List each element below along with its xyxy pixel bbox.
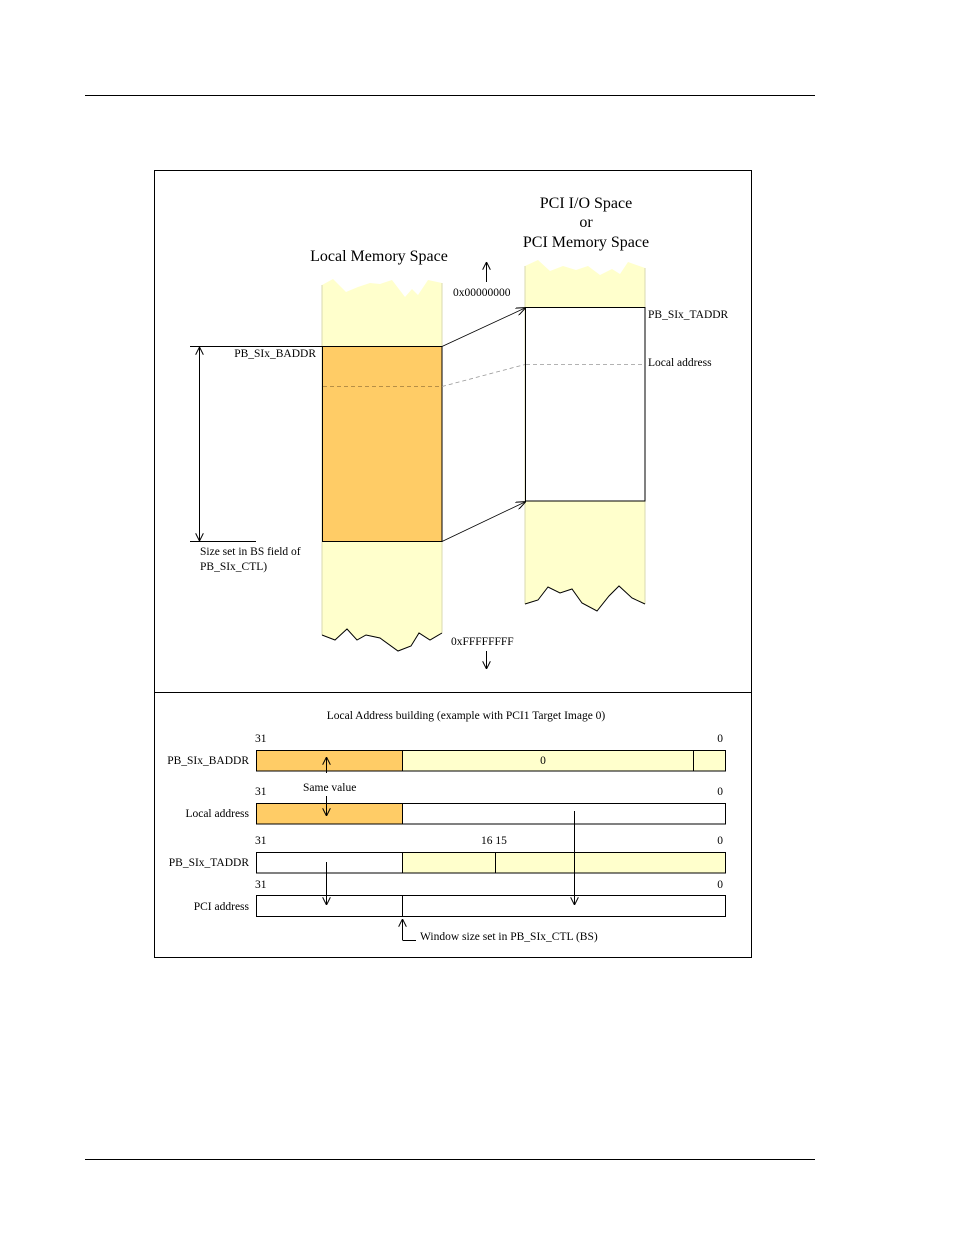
baddr-label: PB_SIx_BADDR [234, 348, 316, 360]
local-low-field [403, 804, 726, 825]
address-building-title: Local Address building (example with PCI1 Target Image 0) [326, 710, 606, 722]
local-window-block [323, 347, 443, 542]
pci-window-block [526, 308, 646, 502]
row1-label: PB_SIx_BADDR [167, 755, 249, 767]
row3-bit-high: 31 [255, 835, 267, 847]
taddr-low-field [496, 853, 726, 874]
pci-space-title-line2: or [579, 214, 593, 231]
row3-label: PB_SIx_TADDR [168, 857, 249, 869]
local-address-label: Local address [648, 357, 712, 369]
row4-bit-low: 0 [717, 879, 723, 891]
row1-bit-low: 0 [717, 733, 723, 745]
row2-bit-high: 31 [255, 786, 267, 798]
address-low-label: 0x00000000 [453, 287, 511, 299]
taddr-label: PB_SIx_TADDR [648, 309, 729, 321]
pci-space-title-line3: PCI Memory Space [522, 234, 650, 251]
size-note-line2: PB_SIx_CTL) [200, 561, 268, 573]
window-note-label: Window size set in PB_SIx_CTL (BS) [420, 931, 598, 943]
size-note-line1: Size set in BS field of [200, 546, 301, 558]
row3-bit-low: 0 [717, 835, 723, 847]
baddr-field-value: 0 [540, 755, 546, 767]
local-memory-title: Local Memory Space [310, 248, 448, 265]
pci-high-field [257, 896, 403, 917]
row4-bit-high: 31 [255, 879, 267, 891]
baddr-high-field [257, 751, 403, 772]
local-high-field [257, 804, 403, 825]
row3-bit-mid: 16 15 [481, 835, 507, 847]
row2-label: Local address [185, 808, 249, 820]
pci-space-title-line1: PCI I/O Space [539, 195, 633, 212]
row4-label: PCI address [193, 901, 249, 913]
pci-low-field [403, 896, 726, 917]
same-value-label: Same value [303, 782, 357, 794]
taddr-high-field [257, 853, 403, 874]
baddr-end-field [694, 751, 726, 772]
row1-bit-high: 31 [255, 733, 267, 745]
row2-bit-low: 0 [717, 786, 723, 798]
taddr-mid-field [403, 853, 496, 874]
baddr-low-field [403, 751, 694, 772]
address-high-label: 0xFFFFFFFF [451, 636, 514, 648]
